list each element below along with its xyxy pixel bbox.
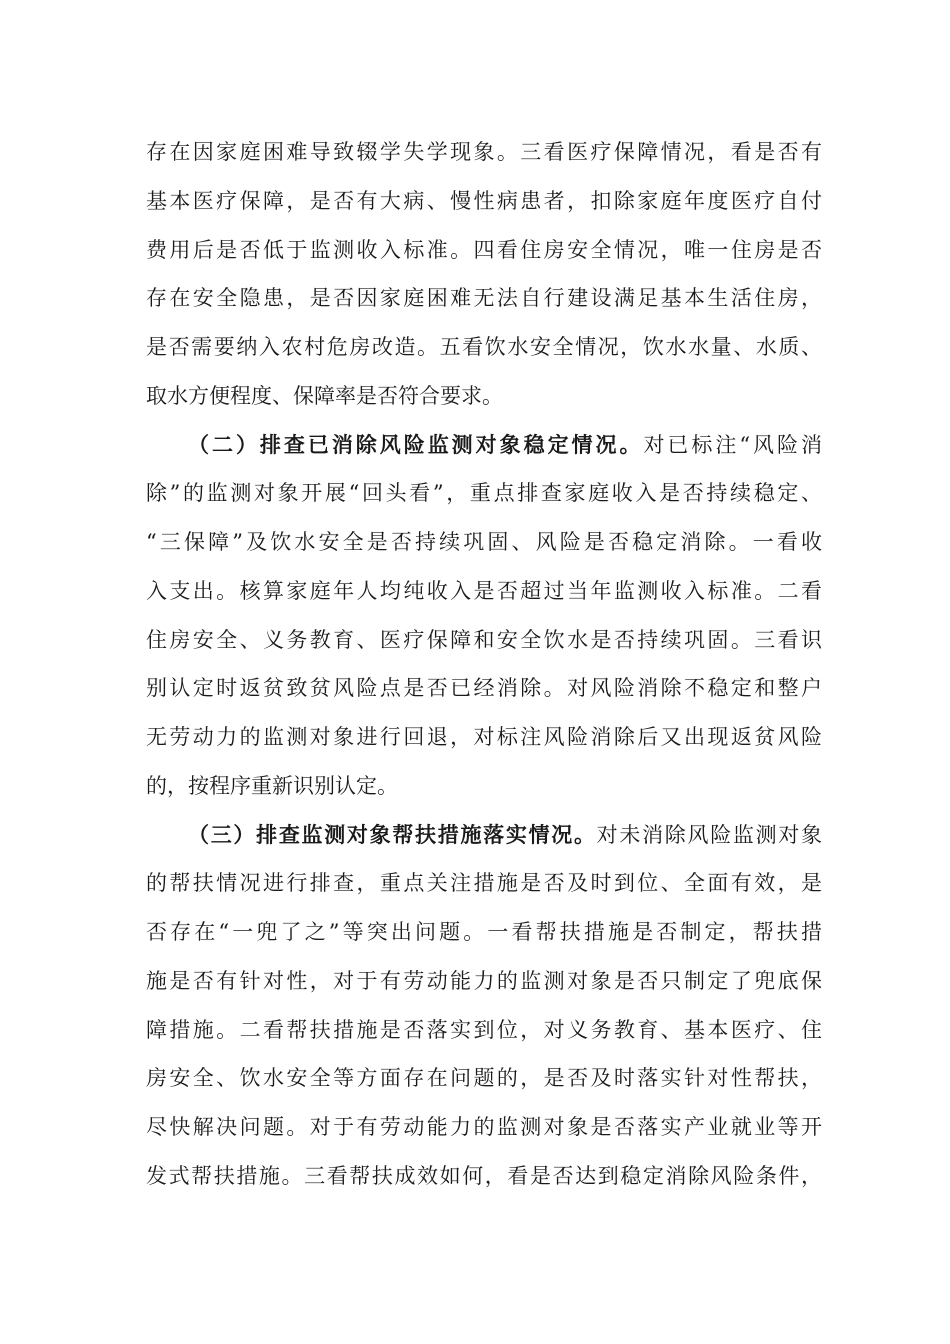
text-line: 存在因家庭困难导致辍学失学现象。三看医疗保障情况，看是否有	[146, 140, 822, 164]
text-line: 入支出。核算家庭年人均纯收入是否超过当年监测收入标准。二看	[146, 578, 822, 603]
text-line: 房安全、饮水安全等方面存在问题的，是否及时落实针对性帮扶，	[146, 1066, 822, 1091]
text-line: 障措施。二看帮扶措施是否落实到位，对义务教育、基本医疗、住	[146, 1017, 822, 1042]
text-line: “三保障”及饮水安全是否持续巩固、风险是否稳定消除。一看收	[146, 530, 822, 554]
text-line: 基本医疗保障，是否有大病、慢性病患者，扣除家庭年度医疗自付	[146, 188, 822, 213]
paragraph-text: 对未消除风险监测对象	[596, 822, 823, 847]
paragraph	[146, 421, 822, 811]
document-body	[146, 128, 822, 1201]
paragraph-text: 对已标注“风险消	[643, 432, 822, 457]
text-line: 的，按程序重新识别认定。	[146, 773, 398, 798]
text-line: 的帮扶情况进行排查，重点关注措施是否及时到位、全面有效，是	[146, 871, 822, 896]
text-line: 否存在“一兜了之”等突出问题。一看帮扶措施是否制定，帮扶措	[146, 920, 822, 944]
text-line: 施是否有针对性，对于有劳动能力的监测对象是否只制定了兜底保	[146, 968, 822, 993]
text-line: 取水方便程度、保障率是否符合要求。	[146, 383, 503, 408]
section-heading: （二）排查已消除风险监测对象稳定情况。	[188, 431, 644, 457]
text-line: 住房安全、义务教育、医疗保障和安全饮水是否持续巩固。三看识	[146, 627, 822, 652]
section-heading: （三）排查监测对象帮扶措施落实情况。	[188, 821, 597, 847]
text-line: 尽快解决问题。对于有劳动能力的监测对象是否落实产业就业等开	[146, 1115, 822, 1139]
text-line	[146, 421, 822, 470]
text-line: 发式帮扶措施。三看帮扶成效如何，看是否达到稳定消除风险条件，	[146, 1163, 822, 1188]
text-line: 存在安全隐患，是否因家庭困难无法自行建设满足基本生活住房，	[146, 286, 822, 311]
paragraph	[146, 128, 822, 421]
text-line	[146, 811, 822, 860]
text-line: 费用后是否低于监测收入标准。四看住房安全情况，唯一住房是否	[146, 237, 822, 262]
text-line: 无劳动力的监测对象进行回退，对标注风险消除后又出现返贫风险	[146, 725, 822, 749]
text-line: 别认定时返贫致贫风险点是否已经消除。对风险消除不稳定和整户	[146, 676, 822, 701]
text-line: 是否需要纳入农村危房改造。五看饮水安全情况，饮水水量、水质、	[146, 335, 822, 359]
text-line: 除”的监测对象开展“回头看”，重点排查家庭收入是否持续稳定、	[146, 481, 822, 506]
paragraph	[146, 811, 822, 1201]
